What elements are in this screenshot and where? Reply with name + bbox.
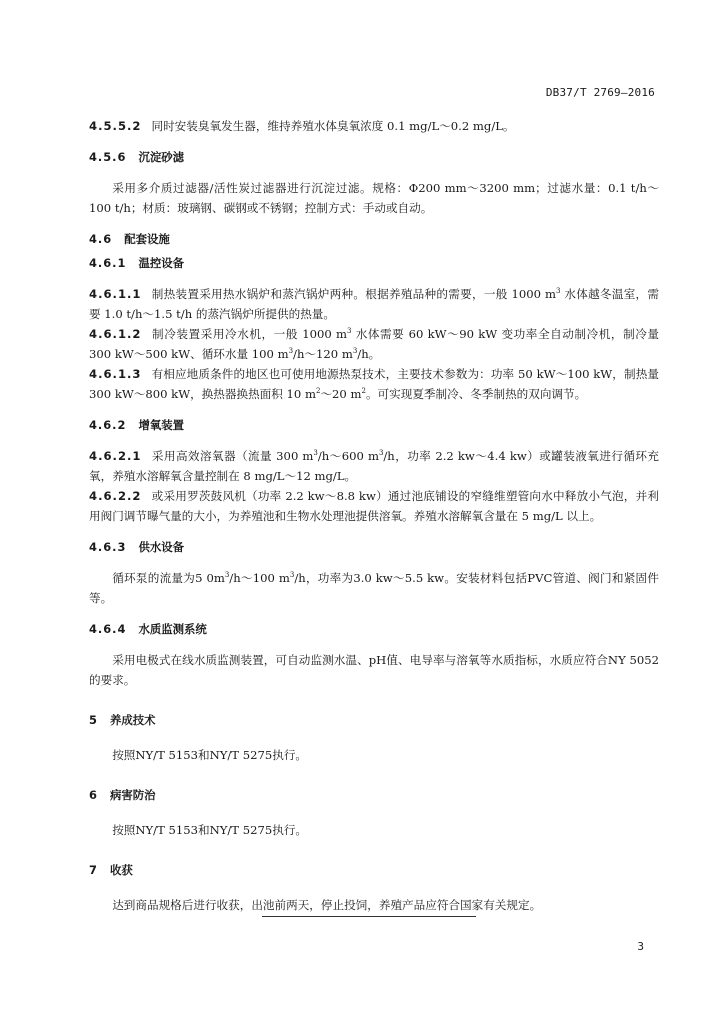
- clause-text: /h～600 m: [317, 449, 379, 463]
- heading-4-6-2: [89, 415, 659, 435]
- superscript: 3: [378, 449, 384, 458]
- heading-title: 温控设备: [138, 256, 185, 270]
- superscript: 3: [555, 287, 561, 296]
- superscript: 3: [352, 347, 358, 356]
- heading-title: 收获: [109, 863, 133, 877]
- paragraph-4-6-3: [89, 568, 659, 608]
- superscript: 3: [289, 571, 295, 580]
- clause-4-6-2-2: [89, 486, 659, 526]
- clause-text: /h，功率 2.2 kw～4.4 kw）或罐装液氧进行循环充氧，养殖水溶解氧含量控制在 8 mg/L～12 mg/L。: [89, 449, 659, 483]
- heading-title: 病害防治: [109, 788, 156, 802]
- heading-title: 增氧装置: [138, 418, 185, 432]
- paragraph-4-5-6: 采用多介质过滤器/活性炭过滤器进行沉淀过滤。规格：Φ200 mm～3200 mm；过滤水量：0.1 t/h～100 t/h；材质：玻璃钢、碳钢或不锈钢；控制方式：手动或自动。: [89, 181, 659, 215]
- superscript: 3: [224, 571, 230, 580]
- heading-number: 4.6.4: [89, 622, 127, 636]
- clause-number: 4.6.1.3: [89, 367, 142, 381]
- heading-title: 沉淀砂滤: [138, 150, 185, 164]
- clause-text: 采用高效溶氧器（流量 300 m: [151, 449, 314, 463]
- superscript: 3: [288, 347, 294, 356]
- document-body: [89, 116, 659, 915]
- heading-number: 6: [89, 788, 98, 802]
- heading-number: 4.6: [89, 232, 113, 246]
- clause-text: 。可实现夏季制冷、冬季制热的双向调节。: [365, 387, 587, 401]
- clause-text: ～20 m: [320, 387, 362, 401]
- heading-number: 4.5.6: [89, 150, 127, 164]
- heading-number: 4.6.1: [89, 256, 127, 270]
- header-rule: [88, 104, 657, 105]
- paragraph-7: 达到商品规格后进行收获，出池前两天，停止投饲，养殖产品应符合国家有关规定。: [112, 898, 542, 912]
- heading-number: 7: [89, 863, 98, 877]
- clause-text: 制热装置采用热水锅炉和蒸汽锅炉两种。根据养殖品种的需要，一般 1000 m: [151, 287, 556, 301]
- clause-text: 或采用罗茨鼓风机（功率 2.2 kw～8.8 kw）通过池底铺设的窄缝维塑管向水中释放小气泡，并利用阀门调节曝气量的大小，为养殖池和生物水处理池提供溶氧。养殖水溶解氧含量在 5 mg/L 以上。: [89, 489, 659, 523]
- clause-text: 水体越冬温室，需要 1.0 t/h～1.5 t/h 的蒸汽锅炉所提供的热量。: [89, 287, 660, 321]
- heading-7: [89, 860, 659, 880]
- superscript: 2: [315, 387, 321, 396]
- superscript: 3: [313, 449, 318, 458]
- heading-4-6: [89, 229, 659, 249]
- clause-number: 4.6.1.1: [89, 287, 142, 301]
- paragraph-6: 按照NY/T 5153和NY/T 5275执行。: [112, 823, 308, 837]
- clause-4-6-2-1: [89, 446, 659, 486]
- paragraph-4-6-4: 采用电极式在线水质监测装置，可自动监测水温、pH值、电导率与溶氧等水质指标，水质应符合NY 5052的要求。: [89, 653, 659, 687]
- paragraph-5: 按照NY/T 5153和NY/T 5275执行。: [112, 748, 308, 762]
- clause-4-6-1-1: [89, 284, 659, 324]
- clause-text: /h。: [357, 347, 381, 361]
- heading-title: 配套设施: [124, 232, 170, 246]
- clause-text: 水体需要 60 kW～90 kW 变功率全自动制冷机，制冷量 300 kW～500 kW、循环水量 100 m: [89, 327, 659, 361]
- paragraph-text: /h～100 m: [229, 571, 290, 585]
- clause-number: 4.6.2.1: [89, 449, 142, 463]
- heading-title: 水质监测系统: [138, 622, 207, 636]
- heading-4-6-4: [89, 619, 659, 639]
- clause-4-6-1-2: [89, 324, 659, 364]
- clause-number: 4.6.2.2: [89, 489, 142, 503]
- clause-number: 4.6.1.2: [89, 327, 142, 341]
- heading-4-6-3: [89, 537, 659, 557]
- paragraph-text: 循环泵的流量为5 0m: [112, 571, 225, 585]
- clause-4-6-1-3: [89, 364, 659, 404]
- superscript: 3: [346, 327, 352, 336]
- clause-text: 制冷装置采用冷水机，一般 1000 m: [151, 327, 347, 341]
- heading-number: 4.6.2: [89, 418, 127, 432]
- page-number: 3: [637, 940, 644, 953]
- clause-text: /h～120 m: [293, 347, 353, 361]
- clause-text: 有相应地质条件的地区也可使用地源热泵技术，主要技术参数为：功率 50 kW～100 kW，制热量 300 kW～800 kW，换热器换热面积 10 m: [89, 367, 659, 401]
- standard-code: DB37/T 2769—2016: [545, 86, 655, 99]
- end-rule: [262, 916, 476, 917]
- paragraph-text: /h，功率为3.0 kw～5.5 kw。安装材料包括PVC管道、阀门和紧固件等。: [89, 571, 659, 605]
- clause-4-5-5-2: [89, 116, 659, 136]
- heading-4-5-6: [89, 147, 659, 167]
- heading-5: [89, 710, 659, 730]
- clause-text: 同时安装臭氧发生器，维持养殖水体臭氧浓度 0.1 mg/L～0.2 mg/L。: [151, 119, 515, 133]
- heading-title: 供水设备: [138, 540, 185, 554]
- clause-number: 4.5.5.2: [89, 119, 142, 133]
- heading-number: 5: [89, 713, 98, 727]
- heading-6: [89, 785, 659, 805]
- heading-title: 养成技术: [109, 713, 156, 727]
- heading-number: 4.6.3: [89, 540, 127, 554]
- heading-4-6-1: [89, 253, 659, 273]
- superscript: 2: [361, 387, 366, 396]
